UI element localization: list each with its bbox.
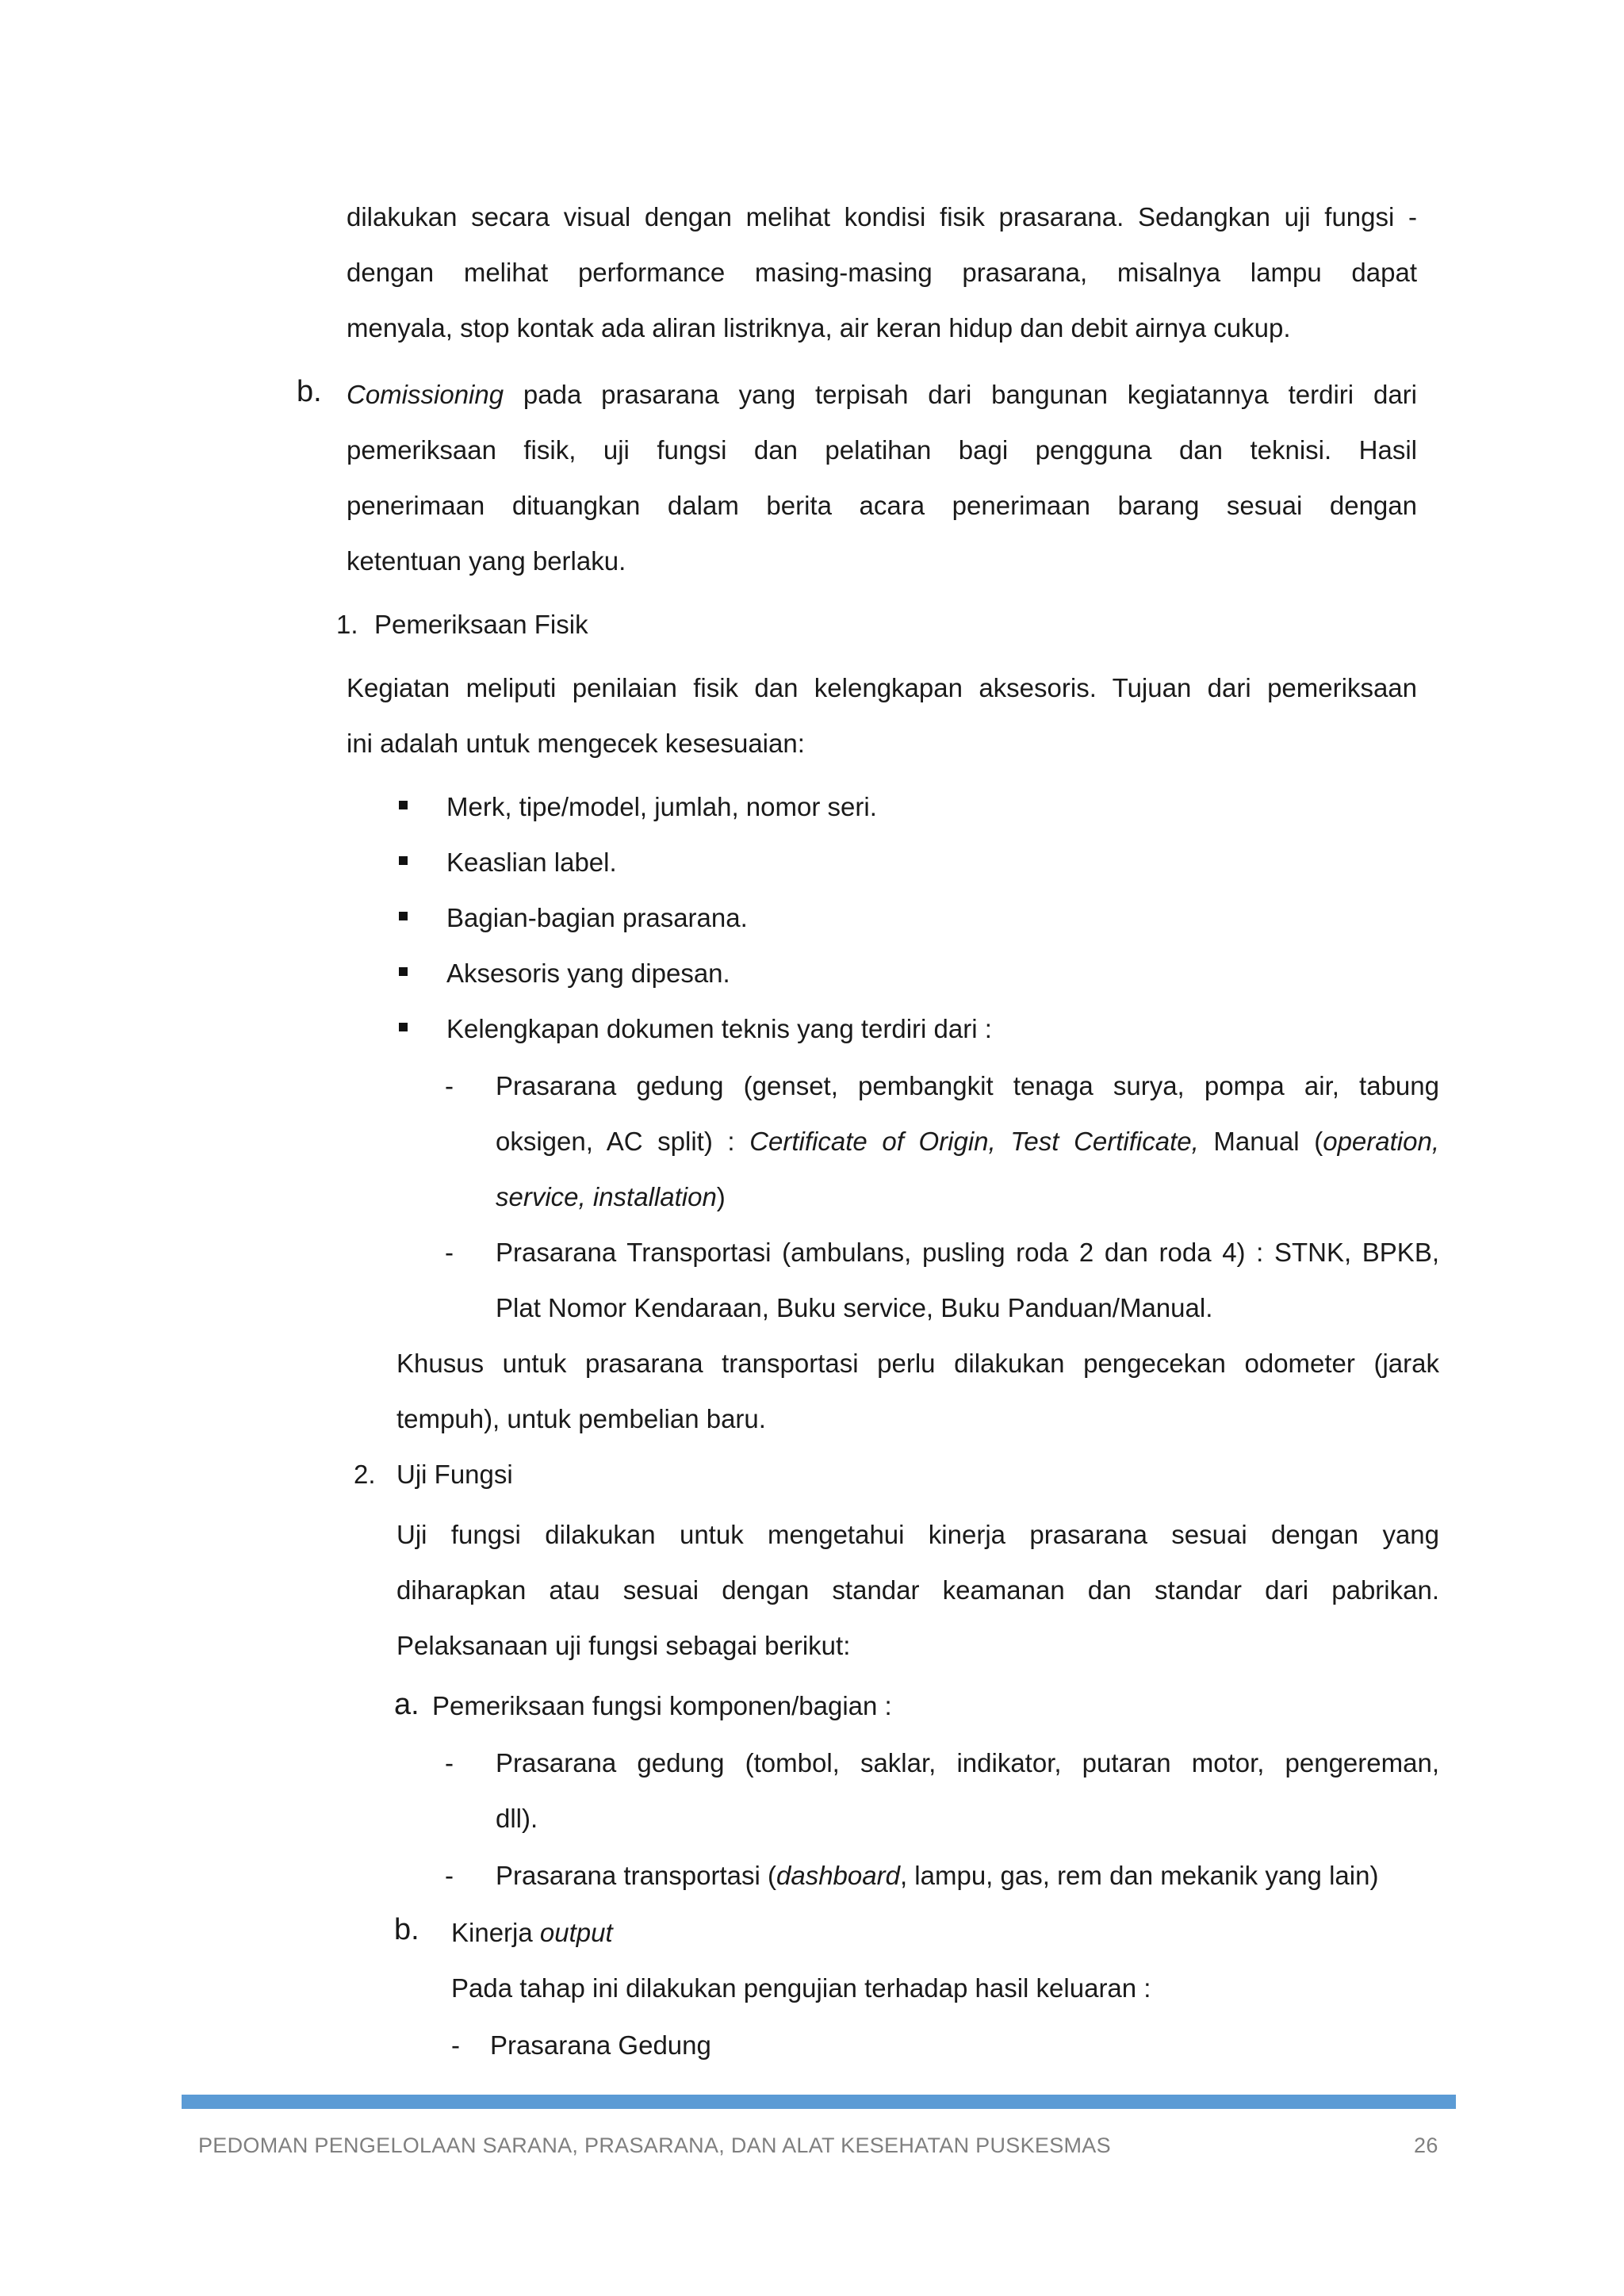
paragraph-line: dilakukan secara visual dengan melihat kondisi fisik prasarana. Sedangkan uji fungsi - [347, 202, 1417, 232]
dash-marker: - [445, 1861, 454, 1890]
square-bullet-icon [399, 967, 408, 976]
subsection-heading [451, 1915, 613, 1950]
dash-item-line [496, 1180, 726, 1215]
paragraph-line: Uji fungsi dilakukan untuk mengetahui kinerja prasarana sesuai dengan yang [396, 1520, 1439, 1549]
dash-item-line: Plat Nomor Kendaraan, Buku service, Buku Panduan/Manual. [496, 1293, 1213, 1322]
dash-marker: - [451, 2030, 460, 2060]
section-heading: Pemeriksaan Fisik [374, 610, 588, 639]
dash-marker: - [445, 1071, 454, 1100]
text-span: ) [716, 1182, 726, 1211]
bullet-item: Merk, tipe/model, jumlah, nomor seri. [446, 792, 877, 821]
paragraph-line: Pelaksanaan uji fungsi sebagai berikut: [396, 1631, 851, 1660]
bullet-item: Kelengkapan dokumen teknis yang terdiri dari : [446, 1014, 992, 1043]
paragraph-line: pemeriksaan fisik, uji fungsi dan pelatihan bagi pengguna dan teknisi. Hasil [347, 435, 1417, 465]
paragraph-line: Kegiatan meliputi penilaian fisik dan kelengkapan aksesoris. Tujuan dari pemeriksaan [347, 673, 1417, 702]
paragraph-line: Pada tahap ini dilakukan pengujian terhadap hasil keluaran : [451, 1973, 1151, 2003]
list-marker-b: b. [394, 1913, 419, 1946]
square-bullet-icon [399, 1023, 408, 1031]
bullet-item: Aksesoris yang dipesan. [446, 959, 730, 988]
square-bullet-icon [399, 912, 408, 920]
list-marker-1: 1. [336, 610, 358, 639]
footer-title: PEDOMAN PENGELOLAAN SARANA, PRASARANA, DAN ALAT KESEHATAN PUSKESMAS [198, 2133, 1111, 2157]
italic-term: output [539, 1918, 613, 1947]
dash-marker: - [445, 1238, 454, 1267]
paragraph-line: Khusus untuk prasarana transportasi perlu dilakukan pengecekan odometer (jarak [396, 1349, 1439, 1378]
list-marker-a: a. [394, 1688, 419, 1721]
paragraph-line: dengan melihat performance masing-masing prasarana, misalnya lampu dapat [347, 258, 1417, 287]
text-span: oksigen, AC split) : [496, 1127, 750, 1156]
square-bullet-icon [399, 801, 408, 809]
square-bullet-icon [399, 856, 408, 865]
paragraph-line [347, 377, 1417, 412]
bullet-item: Keaslian label. [446, 848, 617, 877]
italic-term: Certificate of Origin, Test Certificate, [749, 1127, 1199, 1156]
italic-term: Comissioning [347, 380, 504, 409]
paragraph-line: menyala, stop kontak ada aliran listriknya, air keran hidup dan debit airnya cukup. [347, 313, 1291, 342]
dash-item-line [496, 1124, 1439, 1159]
subsection-heading: Pemeriksaan fungsi komponen/bagian : [432, 1691, 892, 1720]
dash-item-line [496, 1858, 1378, 1893]
dash-marker: - [445, 1748, 454, 1777]
footer-rule [182, 2095, 1456, 2109]
dash-item-line: Prasarana gedung (tombol, saklar, indikator, putaran motor, pengereman, [496, 1748, 1439, 1777]
paragraph-line: tempuh), untuk pembelian baru. [396, 1404, 766, 1433]
text-span: Kinerja [451, 1918, 540, 1947]
dash-item-line: Prasarana gedung (genset, pembangkit tenaga surya, pompa air, tabung [496, 1071, 1439, 1100]
paragraph-line: ini adalah untuk mengecek kesesuaian: [347, 729, 805, 758]
italic-term: dashboard [776, 1861, 900, 1890]
section-heading: Uji Fungsi [396, 1460, 513, 1489]
list-marker-b: b. [297, 375, 322, 408]
bullet-item: Bagian-bagian prasarana. [446, 903, 748, 932]
paragraph-line: penerimaan dituangkan dalam berita acara penerimaan barang sesuai dengan [347, 491, 1417, 520]
text-span: Prasarana transportasi ( [496, 1861, 776, 1890]
paragraph-line: ketentuan yang berlaku. [347, 546, 626, 576]
paragraph-line: diharapkan atau sesuai dengan standar keamanan dan standar dari pabrikan. [396, 1575, 1439, 1605]
italic-term: operation, [1323, 1127, 1439, 1156]
text-span: Manual ( [1198, 1127, 1323, 1156]
text-span: , lampu, gas, rem dan mekanik yang lain) [899, 1861, 1379, 1890]
italic-term: service, installation [496, 1182, 717, 1211]
list-marker-2: 2. [354, 1460, 376, 1489]
dash-item-line: dll). [496, 1804, 538, 1833]
dash-item-line: Prasarana Gedung [490, 2030, 711, 2060]
dash-item-line: Prasarana Transportasi (ambulans, pusling roda 2 dan roda 4) : STNK, BPKB, [496, 1238, 1439, 1267]
text-span: pada prasarana yang terpisah dari bangunan kegiatannya terdiri dari [504, 380, 1417, 409]
page-number: 26 [1414, 2133, 1438, 2157]
